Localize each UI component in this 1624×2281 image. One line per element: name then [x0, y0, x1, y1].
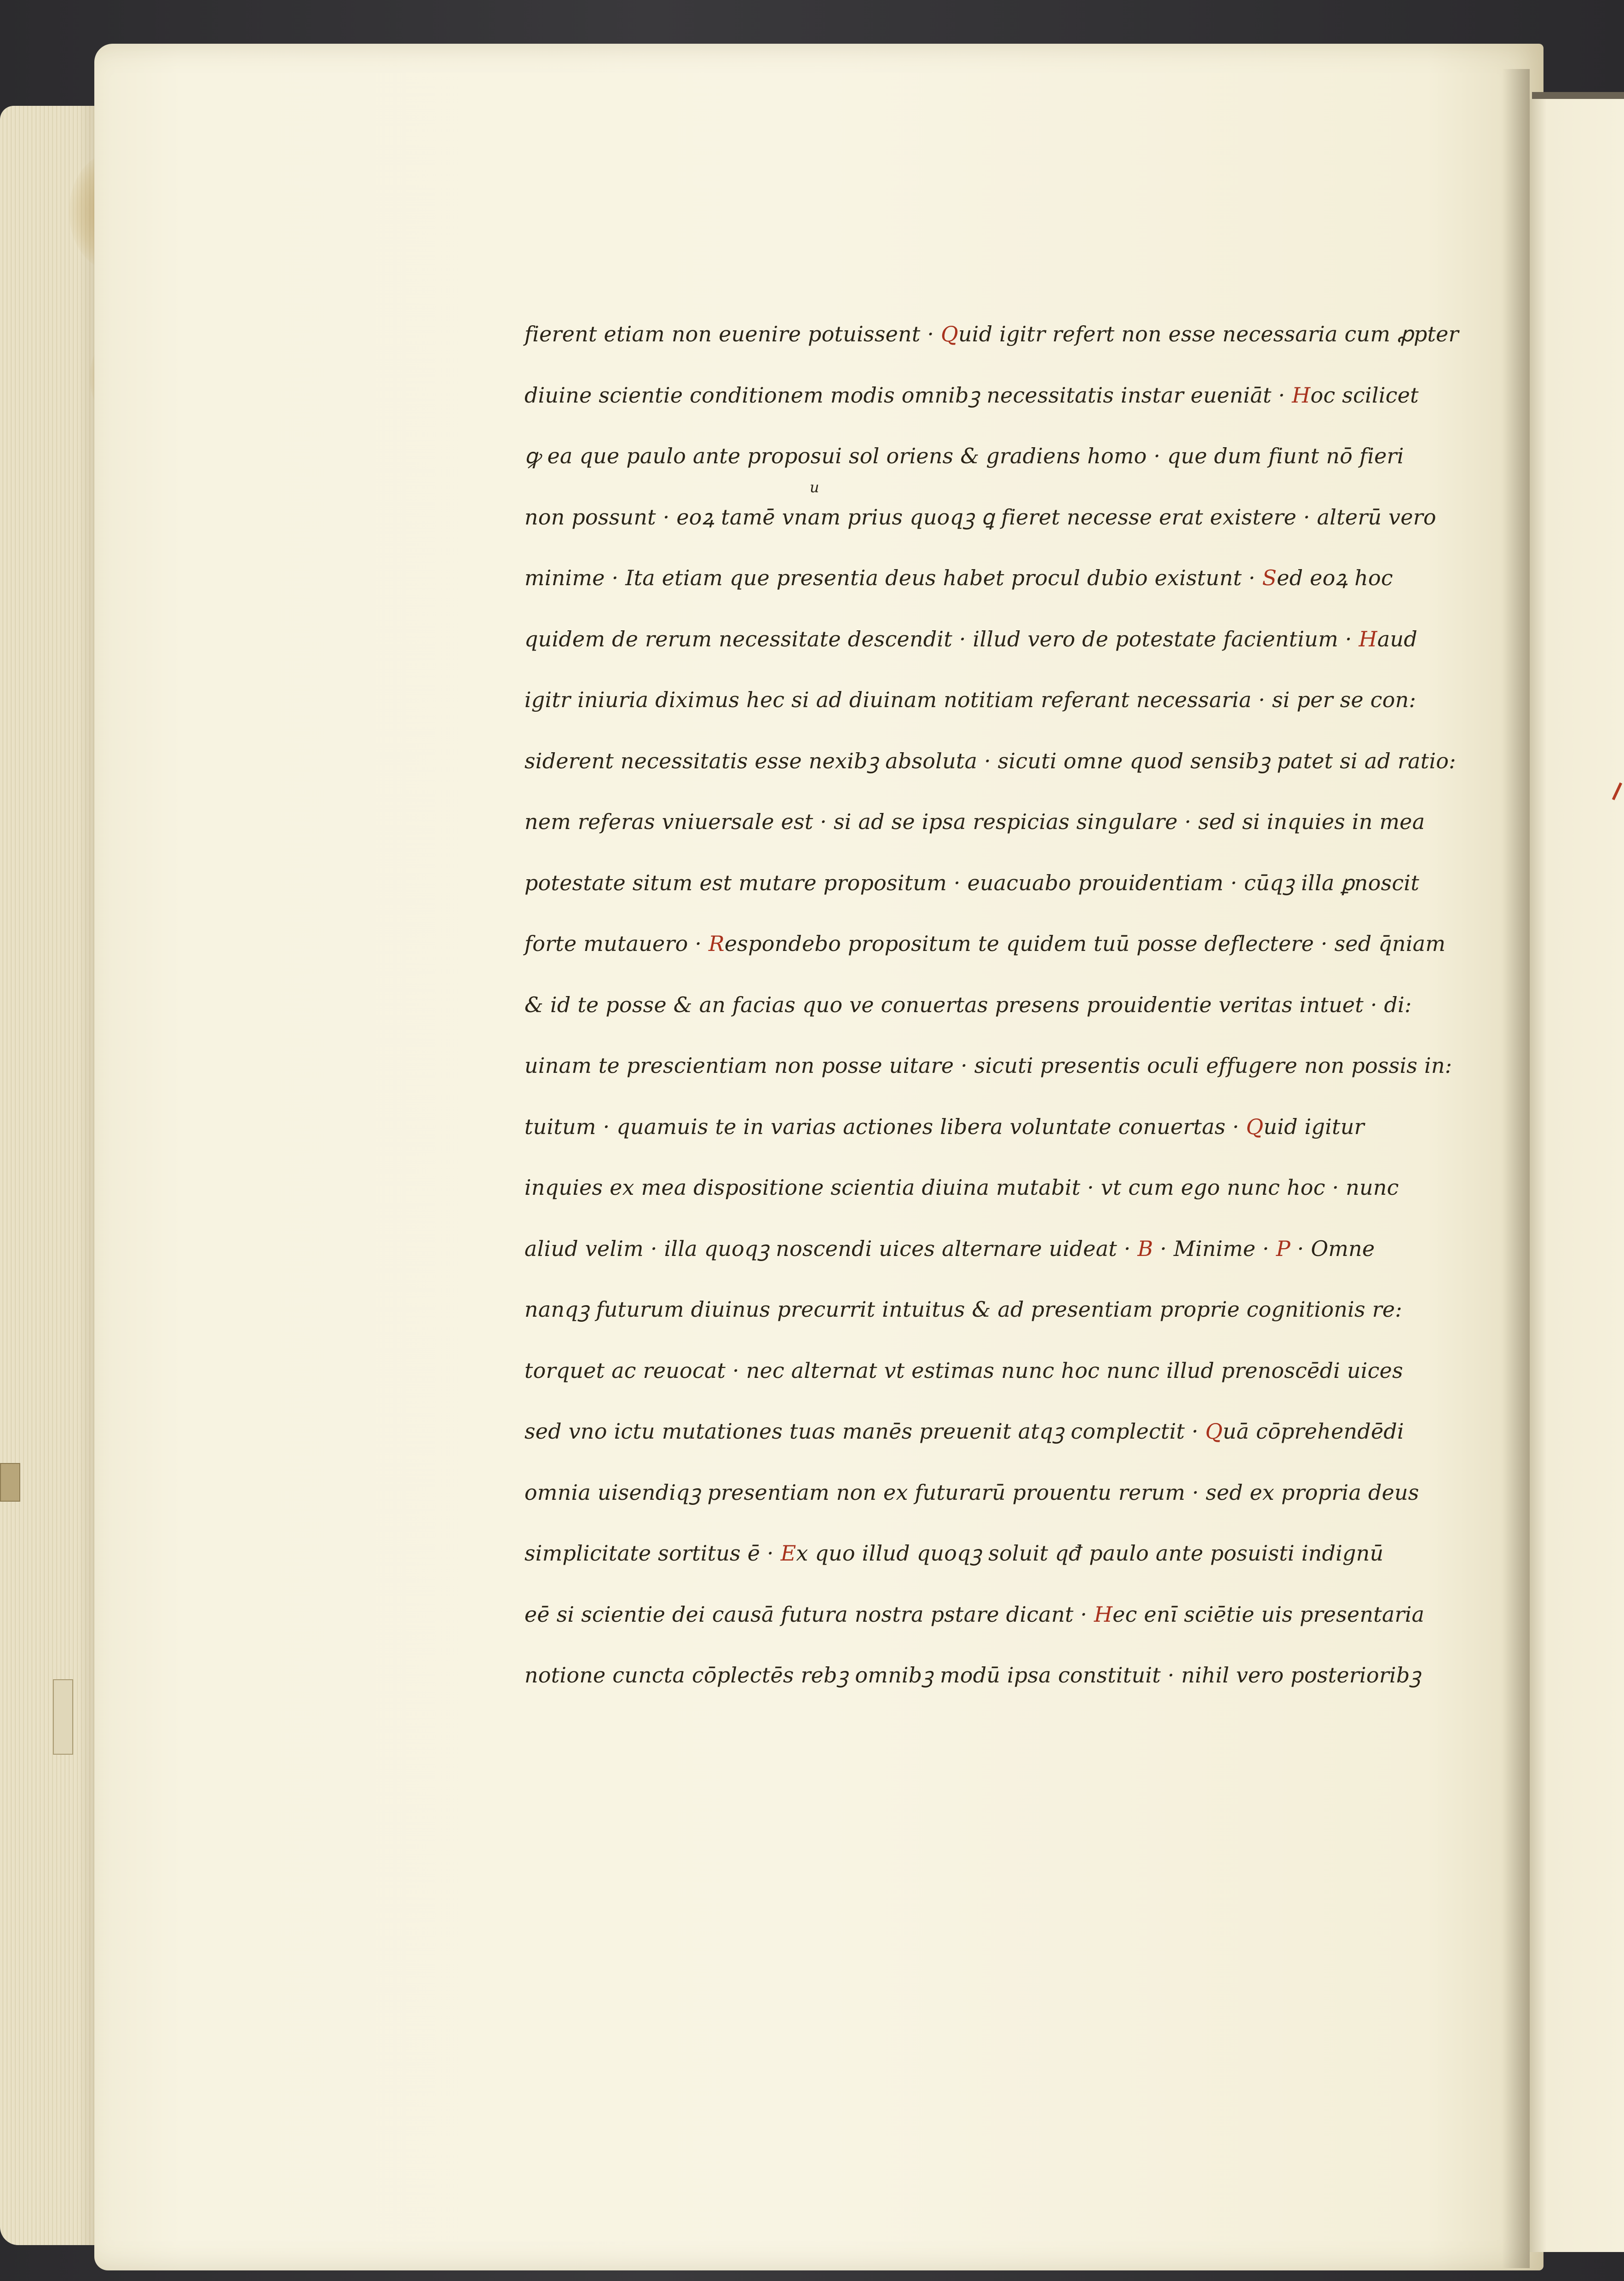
text-line-20: omnia uisendiqꝫ presentiam non ex futurarū prouentu rerum · sed ex propria deus — [524, 1480, 1419, 1505]
interlinear-gloss: u — [810, 478, 819, 496]
text-line-9: nem referas vniuersale est · si ad se ipsa respicias singulare · sed si inquies in mea — [524, 809, 1425, 834]
text-line-18: torquet ac reuocat · nec alternat vt estimas nunc hoc nunc illud prenoscēdi uices — [524, 1358, 1403, 1383]
binding-gutter — [1502, 69, 1530, 2268]
text-line-3: ꝙ ea que paulo ante proposui sol oriens & gradiens homo · que dum fiunt nō fieri — [524, 444, 1404, 468]
text-line-1: fierent etiam non euenire potuissent · Quid igitr refert non esse necessaria cum ꝓpter — [524, 322, 1459, 346]
text-line-11: forte mutauero · Respondebo propositum te quidem tuū posse deflectere · sed q̄niam — [524, 931, 1446, 956]
text-column — [524, 304, 1459, 1706]
text-line-21: simplicitate sortitus ē · Ex quo illud quoqꝫ soluit qđ paulo ante posuisti indignū — [524, 1541, 1384, 1566]
text-line-19: sed vno ictu mutationes tuas manēs preuenit atqꝫ complectit · Quā cōprehendēdi — [524, 1419, 1404, 1444]
text-line-22: eē si scientie dei causā futura nostra pstare dicant · Hec enī sciētie uis presentaria — [524, 1601, 1425, 1627]
facing-page-edge — [1530, 99, 1624, 2252]
text-line-16: aliud velim · illa quoqꝫ noscendi uices alternare uideat · B · Minime · P · Omne — [524, 1236, 1375, 1261]
page-tab-marker — [53, 1679, 73, 1755]
text-line-6: quidem de rerum necessitate descendit · illud vero de potestate facientium · Haud — [524, 626, 1417, 651]
text-line-15: inquies ex mea dispositione scientia diuina mutabit · vt cum ego nunc hoc · nunc — [524, 1175, 1399, 1200]
page-block-edge — [0, 106, 106, 2245]
text-line-23: notione cuncta cōplectēs rebꝫ omnibꝫ modū ipsa constituit · nihil vero posterioribꝫ — [524, 1663, 1421, 1688]
text-line-4: non possunt · eoꝝ tamē vnam prius quoqꝫ ꝗ fieret necesse erat existere · alterū vero — [524, 504, 1436, 530]
text-line-2: diuine scientie conditionem modis omnibꝫ necessitatis instar eueniāt · Hoc scilicet — [524, 382, 1419, 408]
text-line-17: nanqꝫ futurum diuinus precurrit intuitus & ad presentiam proprie cognitionis re: — [524, 1297, 1402, 1322]
page-tab-marker — [0, 1463, 20, 1502]
text-line-8: siderent necessitatis esse nexibꝫ absoluta · sicuti omne quod sensibꝫ patet si ad ratio: — [524, 748, 1456, 773]
text-line-14: tuitum · quamuis te in varias actiones libera voluntate conuertas · Quid igitur — [524, 1114, 1365, 1139]
text-line-10: potestate situm est mutare propositum · euacuabo prouidentiam · cūqꝫ illa ꝑnoscit — [524, 870, 1419, 895]
text-line-13: uinam te prescientiam non posse uitare · sicuti presentis oculi effugere non possis in: — [524, 1053, 1452, 1078]
text-line-12: & id te posse & an facias quo ve conuertas presens prouidentie veritas intuet · di: — [524, 992, 1412, 1017]
text-line-7: igitr iniuria diximus hec si ad diuinam notitiam referant necessaria · si per se con: — [524, 687, 1417, 712]
text-line-5: minime · Ita etiam que presentia deus habet procul dubio existunt · Sed eoꝝ hoc — [524, 565, 1393, 590]
